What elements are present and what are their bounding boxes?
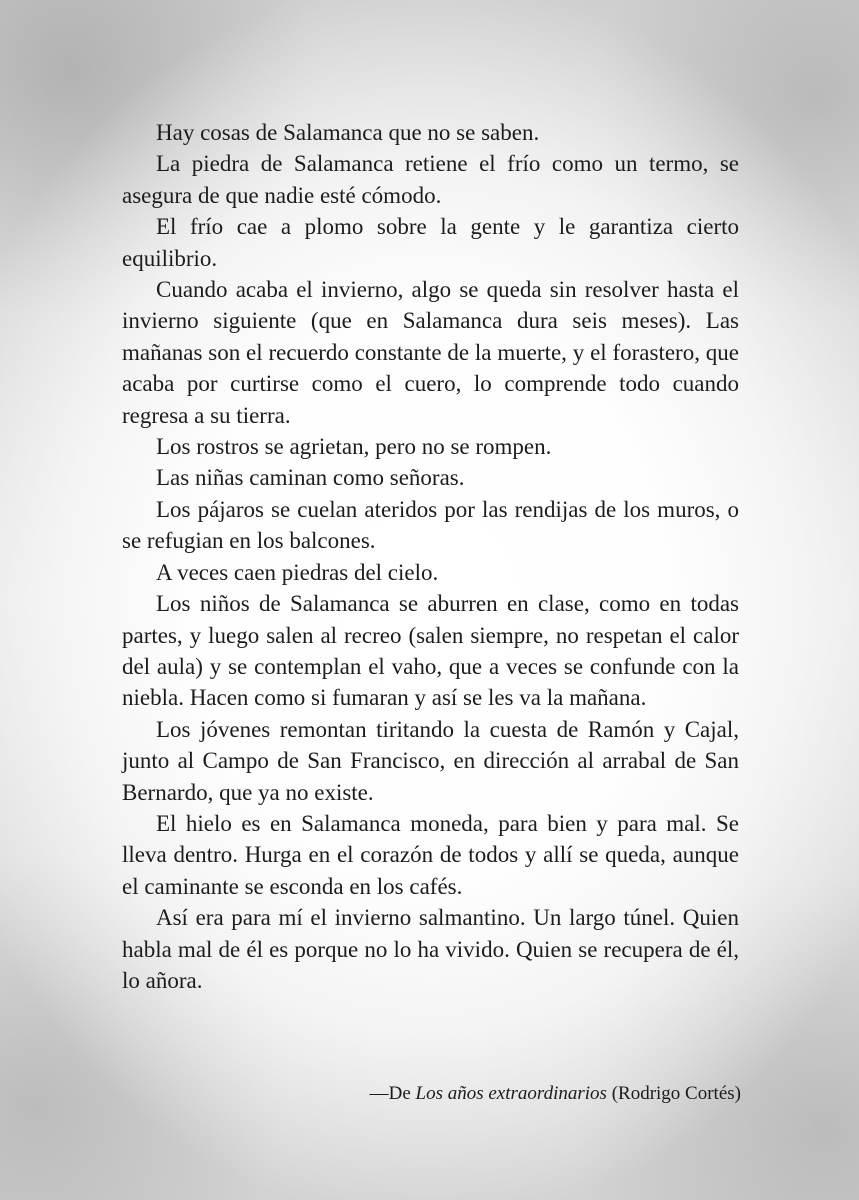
paragraph: El hielo es en Salamanca moneda, para bien y para mal. Se lleva dentro. Hurga en el corazón de todos y allí se queda, aunque el caminante se esconda en los cafés. [122,810,739,899]
page-body [122,117,739,996]
paragraph: Las niñas caminan como señoras. [156,465,465,491]
paragraph: Los niños de Salamanca se aburren en clase, como en todas partes, y luego salen al recreo (salen siempre, no respetan el calor del aula) y se contemplan el vaho, que a veces se confunde con la niebla. Hacen como si fumaran y así se les va la mañana. [122,591,739,711]
author-name: (Rodrigo Cortés) [606,1083,741,1104]
book-title: Los años extraordinarios [415,1083,607,1104]
paragraph: Los rostros se agrietan, pero no se rompen. [156,434,552,460]
attribution-prefix: —De [369,1083,416,1104]
paragraph: El frío cae a plomo sobre la gente y le garantiza cierto equilibrio. [122,214,739,271]
text-block [122,117,739,996]
paragraph: Hay cosas de Salamanca que no se saben. [156,120,540,145]
paragraph: Así era para mí el invierno salmantino. Un largo túnel. Quien habla mal de él es porque no lo ha vivido. Quien se recupera de él, lo añora. [122,905,739,993]
paragraph: Cuando acaba el invierno, algo se queda sin resolver hasta el invierno siguiente (que en Salamanca dura seis meses). Las mañanas son el recuerdo constante de la muerte, y el forastero, que acaba por curtirse como el cuero, lo comprende todo cuando regresa a su tierra. [122,277,739,428]
attribution [370,1081,741,1107]
paragraph: La piedra de Salamanca retiene el frío como un termo, se asegura de que nadie esté cómodo. [122,151,739,208]
paragraph: Los jóvenes remontan tiritando la cuesta de Ramón y Cajal, junto al Campo de San Francisco, en dirección al arrabal de San Bernardo, que ya no existe. [122,716,739,805]
paragraph: A veces caen piedras del cielo. [156,559,439,585]
paragraph: Los pájaros se cuelan ateridos por las rendijas de los muros, o se refugian en los balcones. [122,496,739,554]
